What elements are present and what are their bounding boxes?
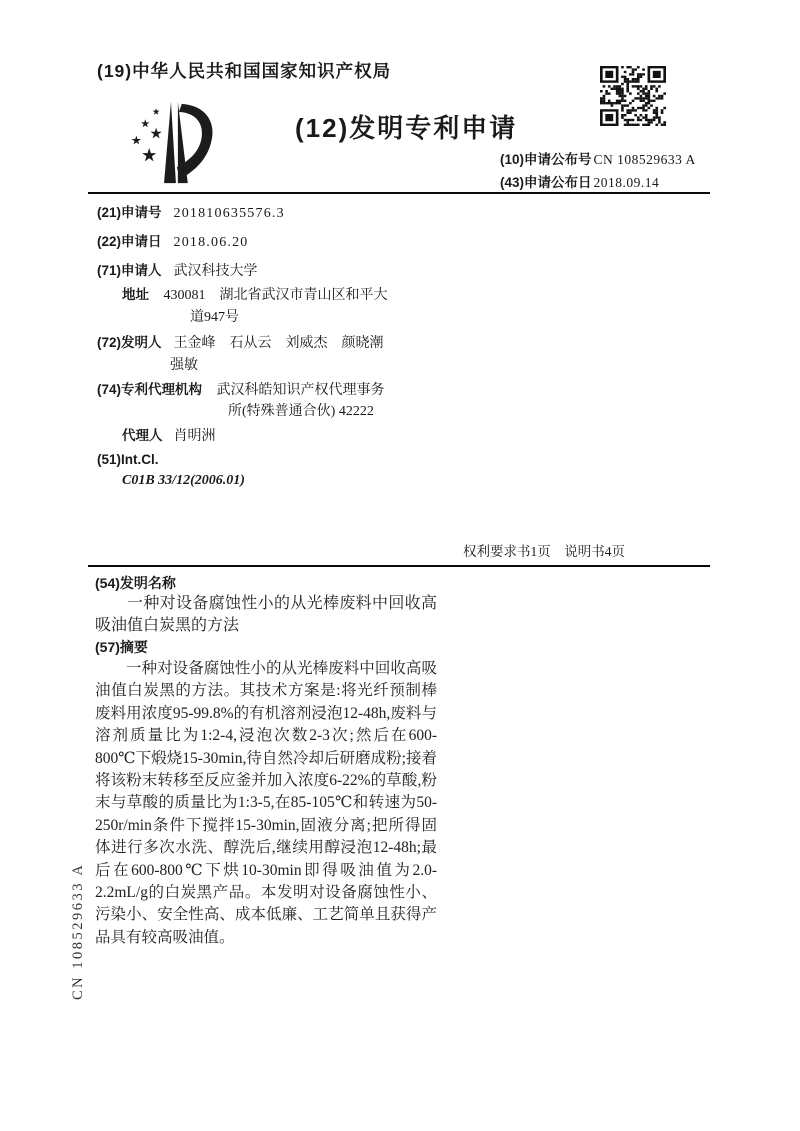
abstract-label: (57)摘要 [95,639,148,655]
agency-row [97,378,385,399]
invention-title-text: 一种对设备腐蚀性小的从光棒废料中回收高吸油值白炭黑的方法 [95,595,437,634]
publication-date-label: (43)申请公布日 [500,175,592,190]
agent-label: 代理人 [122,428,163,443]
publication-date-value: 2018.09.14 [593,175,660,190]
invention-title-label: (54)发明名称 [95,575,176,591]
qr-finder-bottom-left [600,109,618,126]
agent-row [122,424,216,445]
filing-date-row [97,230,249,251]
document-type-title: (12)发明专利申请 [295,113,518,143]
intcl-row [97,452,159,469]
inventors-line1: 王金峰 石从云 刘威杰 颜晓潮 [173,336,384,351]
patent-office-line: (19)中华人民共和国国家知识产权局 [97,61,392,81]
agency-line1: 武汉科皓知识产权代理事务 [216,383,385,398]
address-line2: 道947号 [190,310,239,325]
qr-finder-top-right [648,66,666,83]
intcl-value: C01B 33/12(2006.01) [122,473,245,488]
intcl-label: (51)Int.Cl. [97,452,159,467]
inventors-line2: 强敏 [170,358,198,373]
filing-date-label: (22)申请日 [97,234,162,249]
agency-label: (74)专利代理机构 [97,382,203,397]
agency-line2: 所(特殊普通合伙) 42222 [228,404,374,419]
header-divider-rule [88,192,710,194]
inventors-row [97,331,384,352]
cnipa-logo [112,96,222,190]
vertical-publication-number: CN 108529633 A [70,862,86,1000]
pages-info: 权利要求书1页 说明书4页 [463,544,625,559]
filing-date-value: 2018.06.20 [173,235,249,250]
qr-code [600,66,666,126]
publication-number-label: (10)申请公布号 [500,152,592,167]
agent-name: 肖明洲 [173,429,216,444]
publication-number-row [500,148,715,168]
address-row [122,283,388,304]
abstract-divider-rule [88,565,710,567]
logo-stars [132,108,162,161]
applicant-row [97,259,258,280]
application-number-value: 201810635576.3 [173,206,285,221]
address-label: 地址 [122,287,149,302]
address-line1: 430081 湖北省武汉市青山区和平大 [163,288,388,303]
inventors-label: (72)发明人 [97,335,162,350]
application-number-row [97,201,285,222]
qr-finder-top-left [600,66,618,83]
publication-number-value: CN 108529633 A [593,152,696,167]
abstract-text: 一种对设备腐蚀性小的从光棒废料中回收高吸油值白炭黑的方法。其技术方案是:将光纤预制棒废料用浓度95-99.8%的有机溶剂浸泡12-48h,废料与溶剂质量比为1:2-4,浸泡次数2-3次;然后在600-800℃下煅烧15-30min,待自然冷却后研磨成粉;接着将该粉末转移至反应釜并加入浓度6-22%的草酸,粉末与草酸的质量比为1:3-5,在85-105℃和转速为50-250r/min条件下搅拌15-30min,固液分离;把所得固体进行多次水洗、醇洗后,继续用醇浸泡12-48h;最后在600-800℃下烘10-30min即得吸油值为2.0-2.2mL/g的白炭黑产品。本发明对设备腐蚀性小、污染小、安全性高、成本低廉、工艺简单且获得产品具有较高吸油值。 [95,660,437,946]
applicant-label: (71)申请人 [97,263,162,278]
application-number-label: (21)申请号 [97,205,162,220]
publication-date-row [500,171,715,191]
applicant-value: 武汉科技大学 [173,264,258,279]
